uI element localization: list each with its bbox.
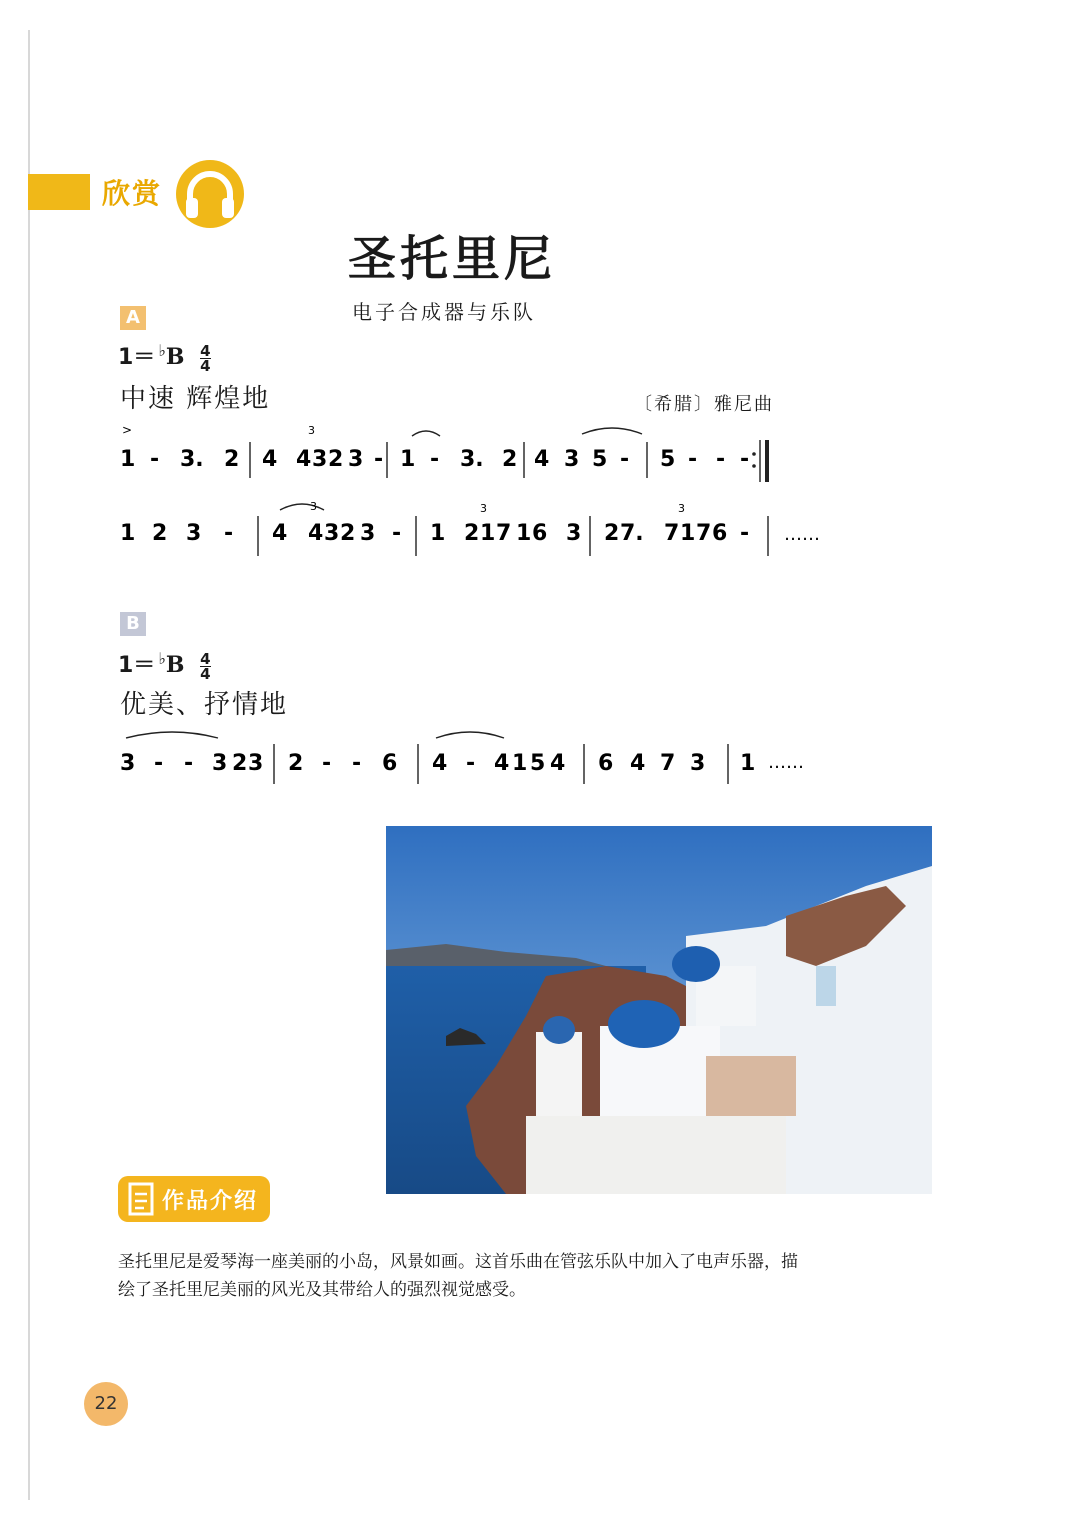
time-den: 4 (200, 356, 211, 375)
song-subtitle: 电子合成器与乐队 (352, 300, 536, 324)
note: - (740, 447, 750, 472)
note: 3 (348, 447, 364, 472)
note: 3 (248, 751, 264, 776)
continuation-mark: …… (784, 524, 820, 545)
page-spine (28, 30, 30, 1500)
notation-a-line2 (100, 494, 840, 574)
note: 3 (566, 521, 582, 546)
triplet-mark: 3 (480, 502, 487, 515)
key-prefix: 1＝ (118, 345, 156, 370)
headphone-icon (174, 158, 246, 230)
note: - (716, 447, 726, 472)
key-note: B (165, 652, 185, 678)
repeat-dot (752, 464, 756, 468)
flat-sign-icon: ♭ (158, 340, 166, 360)
note: 1 (740, 751, 756, 776)
note: - (392, 521, 402, 546)
note: 5 (660, 447, 676, 472)
note: 3. (460, 447, 484, 472)
intro-text: 圣托里尼是爱琴海一座美丽的小岛，风景如画。这首乐曲在管弦乐队中加入了电声乐器，描绘了圣托里尼美丽的风光及其带给人的强烈视觉感受。 (118, 1252, 798, 1300)
note: 2 (328, 447, 344, 472)
section-label: 欣赏 (102, 177, 163, 210)
accent-mark: > (122, 423, 133, 437)
repeat-dot (752, 452, 756, 456)
note: 7 (696, 521, 712, 546)
time-den: 4 (200, 664, 211, 683)
note: 5 (592, 447, 608, 472)
page-number: 22 (84, 1382, 128, 1426)
note: 2 (232, 751, 248, 776)
triplet-mark: 3 (308, 424, 315, 437)
note: 4 (272, 521, 288, 546)
tie-mark (582, 428, 642, 434)
note: 7 (660, 751, 676, 776)
note: 3 (212, 751, 228, 776)
note: 2 (152, 521, 168, 546)
composer: 〔希腊〕雅尼曲 (634, 394, 774, 415)
note: 2 (224, 447, 240, 472)
time-num: 4 (200, 341, 211, 360)
flat-sign-icon: ♭ (158, 648, 166, 668)
part-b-key-signature (118, 648, 211, 681)
note: 1 (512, 751, 528, 776)
triplet-mark: 3 (310, 500, 317, 513)
notation-b-line1 (100, 724, 840, 804)
time-signature (200, 649, 211, 683)
notation-a-line1 (100, 420, 840, 500)
note: 6 (532, 521, 548, 546)
santorini-photo (386, 826, 932, 1194)
note: 3 (690, 751, 706, 776)
note: 3 (564, 447, 580, 472)
note: - (352, 751, 362, 776)
note: 5 (530, 751, 546, 776)
tie-mark (436, 732, 504, 738)
note: 6 (712, 521, 728, 546)
note: 7 (664, 521, 680, 546)
intro-heading: 作品介绍 (162, 1189, 259, 1214)
note: 2 (604, 521, 620, 546)
part-b-tempo: 优美、抒情地 (120, 690, 289, 720)
note: 1 (480, 521, 496, 546)
time-signature (200, 341, 211, 375)
part-a-badge: A (120, 306, 146, 330)
note: - (184, 751, 194, 776)
tie-mark (126, 732, 218, 738)
note: 1 (400, 447, 416, 472)
note: - (688, 447, 698, 472)
note: 3 (120, 751, 136, 776)
note: 4 (550, 751, 566, 776)
notation-a-line1-notes (120, 447, 749, 472)
note: - (150, 447, 160, 472)
continuation-mark: …… (768, 752, 804, 773)
note: 6 (598, 751, 614, 776)
note: 6 (382, 751, 398, 776)
note: 2 (340, 521, 356, 546)
key-prefix: 1＝ (118, 653, 156, 678)
note: - (430, 447, 440, 472)
note: - (322, 751, 332, 776)
section-tab (28, 174, 90, 210)
triplet-mark: 3 (678, 502, 685, 515)
note: 2 (288, 751, 304, 776)
scroll-icon (124, 1180, 158, 1218)
part-b-badge: B (120, 612, 146, 636)
note: - (224, 521, 234, 546)
note: - (154, 751, 164, 776)
note: - (620, 447, 630, 472)
note: 3 (312, 447, 328, 472)
note: 3. (180, 447, 204, 472)
tie-mark (280, 504, 324, 510)
note: 4 (262, 447, 278, 472)
note: 4 (494, 751, 510, 776)
notation-a-line2-notes (120, 521, 749, 546)
note: 7 (496, 521, 512, 546)
note: - (374, 447, 384, 472)
note: - (740, 521, 750, 546)
part-a-tempo: 中速 辉煌地 (120, 384, 271, 414)
note: 4 (534, 447, 550, 472)
note: - (466, 751, 476, 776)
note: 1 (120, 447, 136, 472)
note: 3 (324, 521, 340, 546)
note: 1 (516, 521, 532, 546)
note: 4 (308, 521, 324, 546)
note: 4 (432, 751, 448, 776)
note: 7. (620, 521, 644, 546)
song-title: 圣托里尼 (348, 231, 557, 287)
tie-mark (412, 431, 440, 436)
note: 3 (360, 521, 376, 546)
note: 1 (430, 521, 446, 546)
note: 3 (186, 521, 202, 546)
note: 4 (296, 447, 312, 472)
note: 4 (630, 751, 646, 776)
key-note: B (165, 344, 185, 370)
time-num: 4 (200, 649, 211, 668)
part-a-key-signature (118, 340, 211, 373)
note: 1 (120, 521, 136, 546)
note: 2 (464, 521, 480, 546)
note: 2 (502, 447, 518, 472)
notation-b-line1-notes (120, 751, 755, 776)
note: 1 (680, 521, 696, 546)
